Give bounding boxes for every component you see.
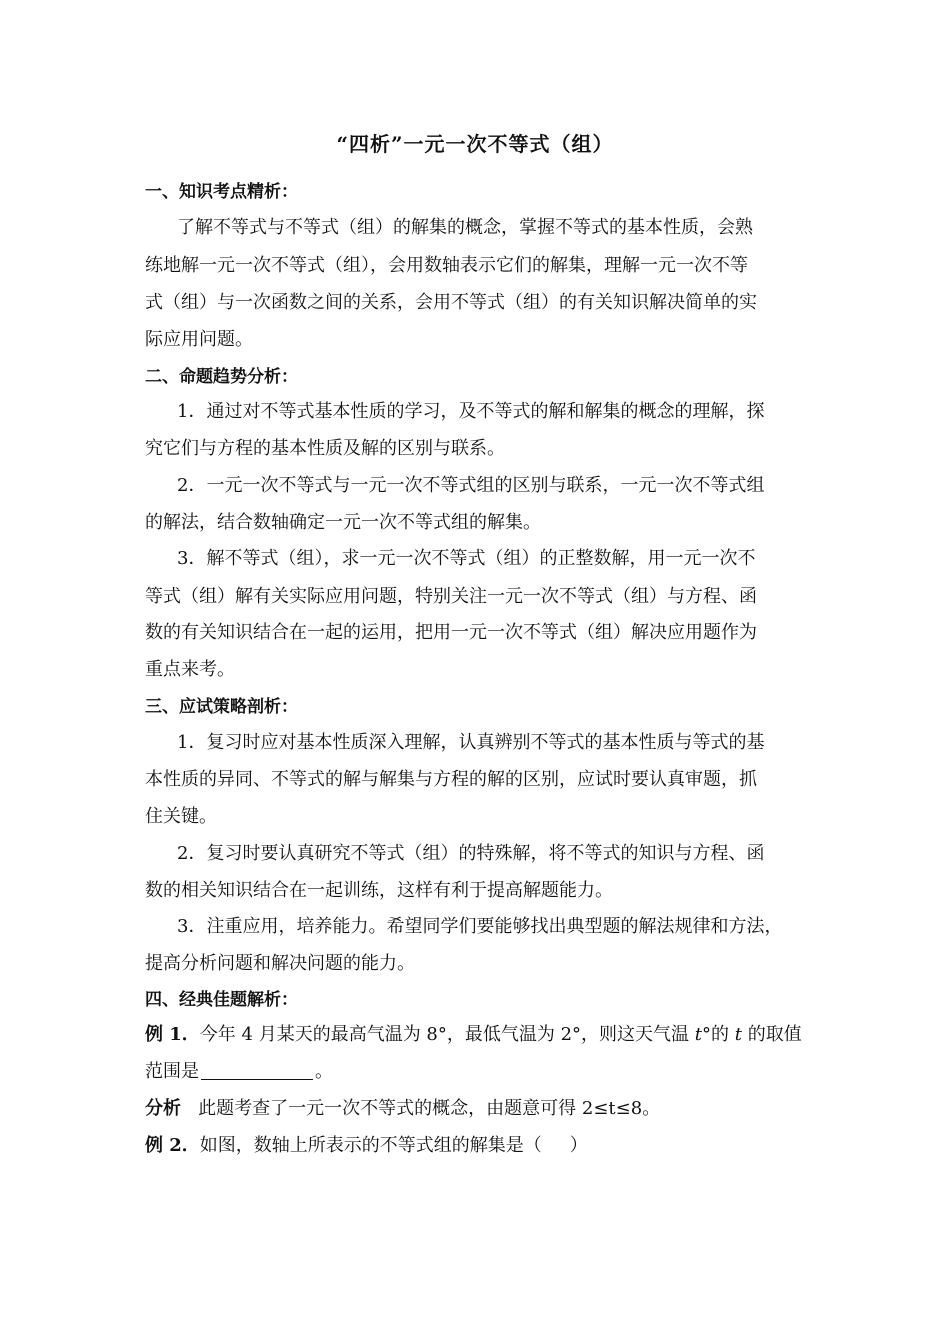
variable-t: t — [694, 1024, 702, 1045]
page-title: “四析”一元一次不等式（组） — [336, 132, 614, 156]
list-item: 3．解不等式（组），求一元一次不等式（组）的正整数解，用一元一次不 — [177, 548, 756, 569]
analysis-line — [145, 1097, 825, 1121]
analysis-label: 分析 — [145, 1098, 181, 1119]
example-text: 的取值 — [741, 1024, 802, 1045]
example-1-line-2 — [145, 1060, 825, 1084]
list-item-continuation: 数的有关知识结合在一起的运用，把用一元一次不等式（组）解决应用题作为 — [145, 622, 757, 643]
list-item-continuation: 重点来考。 — [145, 659, 235, 680]
list-item: 1．复习时应对基本性质深入理解，认真辨别不等式的基本性质与等式的基 — [177, 732, 765, 753]
list-item-continuation: 究它们与方程的基本性质及解的区别与联系。 — [145, 438, 505, 459]
section-heading-3: 三、应试策略剖析： — [145, 697, 298, 717]
list-item-continuation: 等式（组）解有关实际应用问题，特别关注一元一次不等式（组）与方程、函 — [145, 586, 757, 607]
example-text: °的 — [702, 1024, 735, 1045]
example-label: 例 2． — [145, 1135, 200, 1156]
paragraph-line: 际应用问题。 — [145, 329, 253, 350]
list-item-continuation: 住关键。 — [145, 806, 217, 827]
paragraph-line: 练地解一元一次不等式（组），会用数轴表示它们的解集，理解一元一次不等 — [145, 255, 748, 276]
example-text: 今年 4 月某天的最高气温为 8°，最低气温为 2°，则这天气温 — [199, 1024, 695, 1045]
example-1-line-1 — [145, 1023, 825, 1047]
variable-t: t — [734, 1024, 742, 1045]
example-text: 。 — [315, 1061, 333, 1082]
section-heading-2: 二、命题趋势分析： — [145, 367, 298, 387]
list-item-continuation: 数的相关知识结合在一起训练，这样有利于提高解题能力。 — [145, 880, 613, 901]
list-item: 1．通过对不等式基本性质的学习，及不等式的解和解集的概念的理解，探 — [177, 401, 765, 422]
example-text: 如图，数轴上所表示的不等式组的解集是（ — [199, 1135, 542, 1156]
example-label: 例 1． — [145, 1024, 200, 1045]
answer-blank — [201, 1061, 313, 1080]
example-text: ） — [569, 1135, 588, 1156]
list-item: 3．注重应用，培养能力。希望同学们要能够找出典型题的解法规律和方法， — [177, 916, 783, 937]
example-2-line — [145, 1134, 825, 1158]
example-text: 范围是 — [145, 1061, 199, 1082]
paragraph-line: 式（组）与一次函数之间的关系，会用不等式（组）的有关知识解决简单的实 — [145, 292, 757, 313]
section-heading-1: 一、知识考点精析： — [145, 182, 298, 202]
list-item-continuation: 的解法，结合数轴确定一元一次不等式组的解集。 — [145, 512, 541, 533]
paragraph-line: 了解不等式与不等式（组）的解集的概念，掌握不等式的基本性质，会熟 — [177, 217, 753, 238]
list-item-continuation: 提高分析问题和解决问题的能力。 — [145, 953, 415, 974]
list-item-continuation: 本性质的异同、不等式的解与解集与方程的解的区别，应试时要认真审题，抓 — [145, 769, 757, 790]
analysis-text: 此题考查了一元一次不等式的概念，由题意可得 2≤t≤8。 — [198, 1098, 661, 1119]
section-heading-4: 四、经典佳题解析： — [145, 990, 298, 1010]
list-item: 2．一元一次不等式与一元一次不等式组的区别与联系，一元一次不等式组 — [177, 475, 765, 496]
list-item: 2．复习时要认真研究不等式（组）的特殊解，将不等式的知识与方程、函 — [177, 843, 765, 864]
